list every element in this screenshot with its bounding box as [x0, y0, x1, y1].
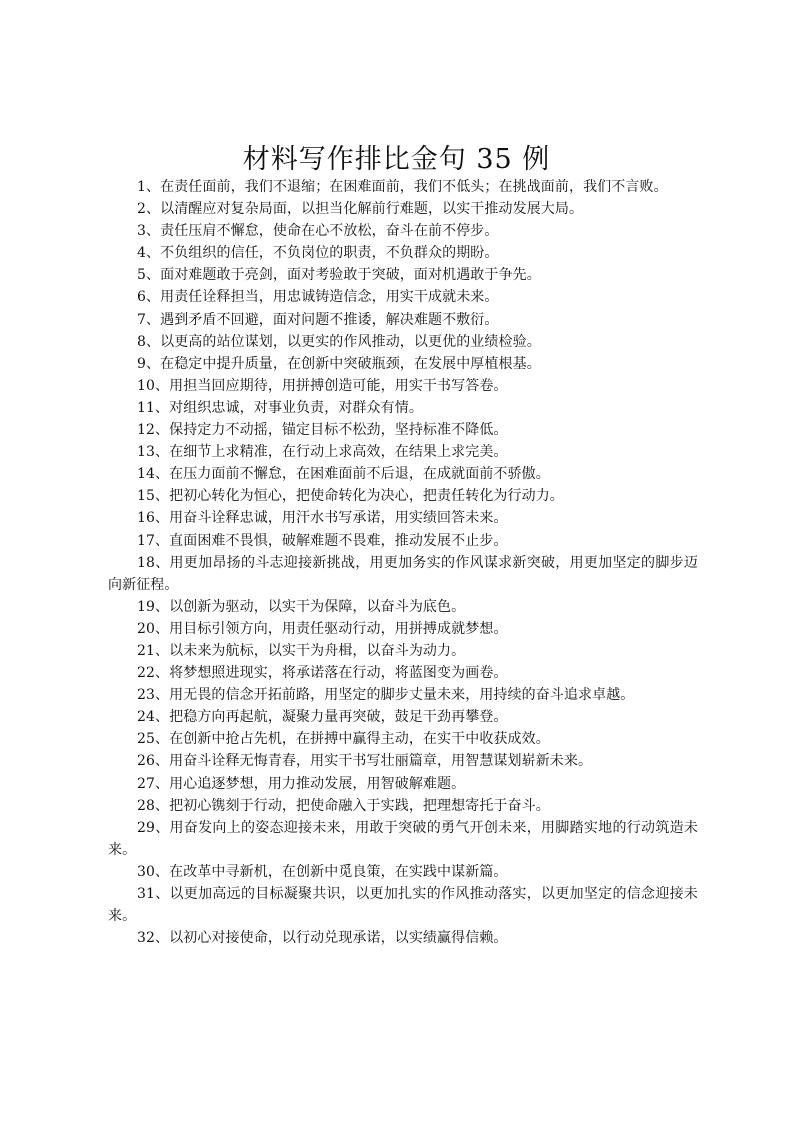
list-item: 25、在创新中抢占先机，在拼搏中赢得主动，在实干中收获成效。: [137, 731, 550, 748]
list-item: 4、不负组织的信任，不负岗位的职责，不负群众的期盼。: [137, 245, 499, 262]
list-item: 13、在细节上求精准，在行动上求高效，在结果上求完美。: [137, 444, 508, 461]
list-item: 17、直面困难不畏惧，破解难题不畏难，推动发展不止步。: [137, 532, 508, 549]
list-item: 31、以更加高远的目标凝聚共识，以更加扎实的作风推动落实，以更加坚定的信念迎接未来。: [108, 886, 698, 925]
document-body: [108, 176, 698, 949]
list-item: 32、以初心对接使命，以行动兑现承诺，以实绩赢得信赖。: [137, 930, 508, 947]
list-item: 27、用心追逐梦想，用力推动发展，用智破解难题。: [137, 775, 466, 792]
list-item: 11、对组织忠诚，对事业负责，对群众有情。: [137, 399, 423, 416]
list-item: 29、用奋发向上的姿态迎接未来，用敢于突破的勇气开创未来，用脚踏实地的行动筑造未来。: [108, 819, 698, 858]
list-item: 12、保持定力不动摇，锚定目标不松劲，坚持标准不降低。: [137, 422, 508, 439]
list-item: 22、将梦想照进现实，将承诺落在行动，将蓝图变为画卷。: [137, 665, 508, 682]
list-item: 9、在稳定中提升质量，在创新中突破瓶颈，在发展中厚植根基。: [137, 355, 541, 372]
list-item: 19、以创新为驱动，以实干为保障，以奋斗为底色。: [137, 598, 466, 615]
list-item: 30、在改革中寻新机，在创新中觅良策，在实践中谋新篇。: [137, 863, 508, 880]
list-item: 21、以未来为航标，以实干为舟楫，以奋斗为动力。: [137, 642, 466, 659]
list-item: 6、用责任诠释担当，用忠诚铸造信念，用实干成就未来。: [137, 289, 499, 306]
list-item: 28、把初心镌刻于行动，把使命融入于实践，把理想寄托于奋斗。: [137, 797, 550, 814]
page-title: 材料写作排比金句 35 例: [242, 144, 551, 175]
list-item: 23、用无畏的信念开拓前路，用坚定的脚步丈量未来，用持续的奋斗追求卓越。: [137, 687, 635, 704]
list-item: 7、遇到矛盾不回避，面对问题不推诿，解决难题不敷衍。: [137, 311, 499, 328]
list-item: 15、把初心转化为恒心，把使命转化为决心，把责任转化为行动力。: [137, 488, 564, 505]
list-item: 14、在压力面前不懈怠，在困难面前不后退，在成就面前不骄傲。: [137, 466, 550, 483]
list-item: 2、以清醒应对复杂局面，以担当化解前行难题，以实干推动发展大局。: [137, 201, 584, 218]
list-item: 16、用奋斗诠释忠诚，用汗水书写承诺，用实绩回答未来。: [137, 510, 508, 527]
list-item: 8、以更高的站位谋划，以更实的作风推动，以更优的业绩检验。: [137, 333, 541, 350]
list-item: 26、用奋斗诠释无悔青春，用实干书写壮丽篇章，用智慧谋划崭新未来。: [137, 753, 593, 770]
list-item: 10、用担当回应期待，用拼搏创造可能，用实干书写答卷。: [137, 377, 508, 394]
list-item: 1、在责任面前，我们不退缩；在困难面前，我们不低头；在挑战面前，我们不言败。: [137, 179, 668, 195]
list-item: 3、责任压肩不懈怠，使命在心不放松，奋斗在前不停步。: [137, 223, 499, 240]
list-item: 5、面对难题敢于亮剑，面对考验敢于突破，面对机遇敢于争先。: [137, 267, 541, 284]
list-item: 18、用更加昂扬的斗志迎接新挑战，用更加务实的作风谋求新突破，用更加坚定的脚步迈向新征程。: [108, 554, 698, 593]
list-item: 20、用目标引领方向，用责任驱动行动，用拼搏成就梦想。: [137, 620, 508, 637]
list-item: 24、把稳方向再起航，凝聚力量再突破，鼓足干劲再攀登。: [137, 709, 508, 726]
